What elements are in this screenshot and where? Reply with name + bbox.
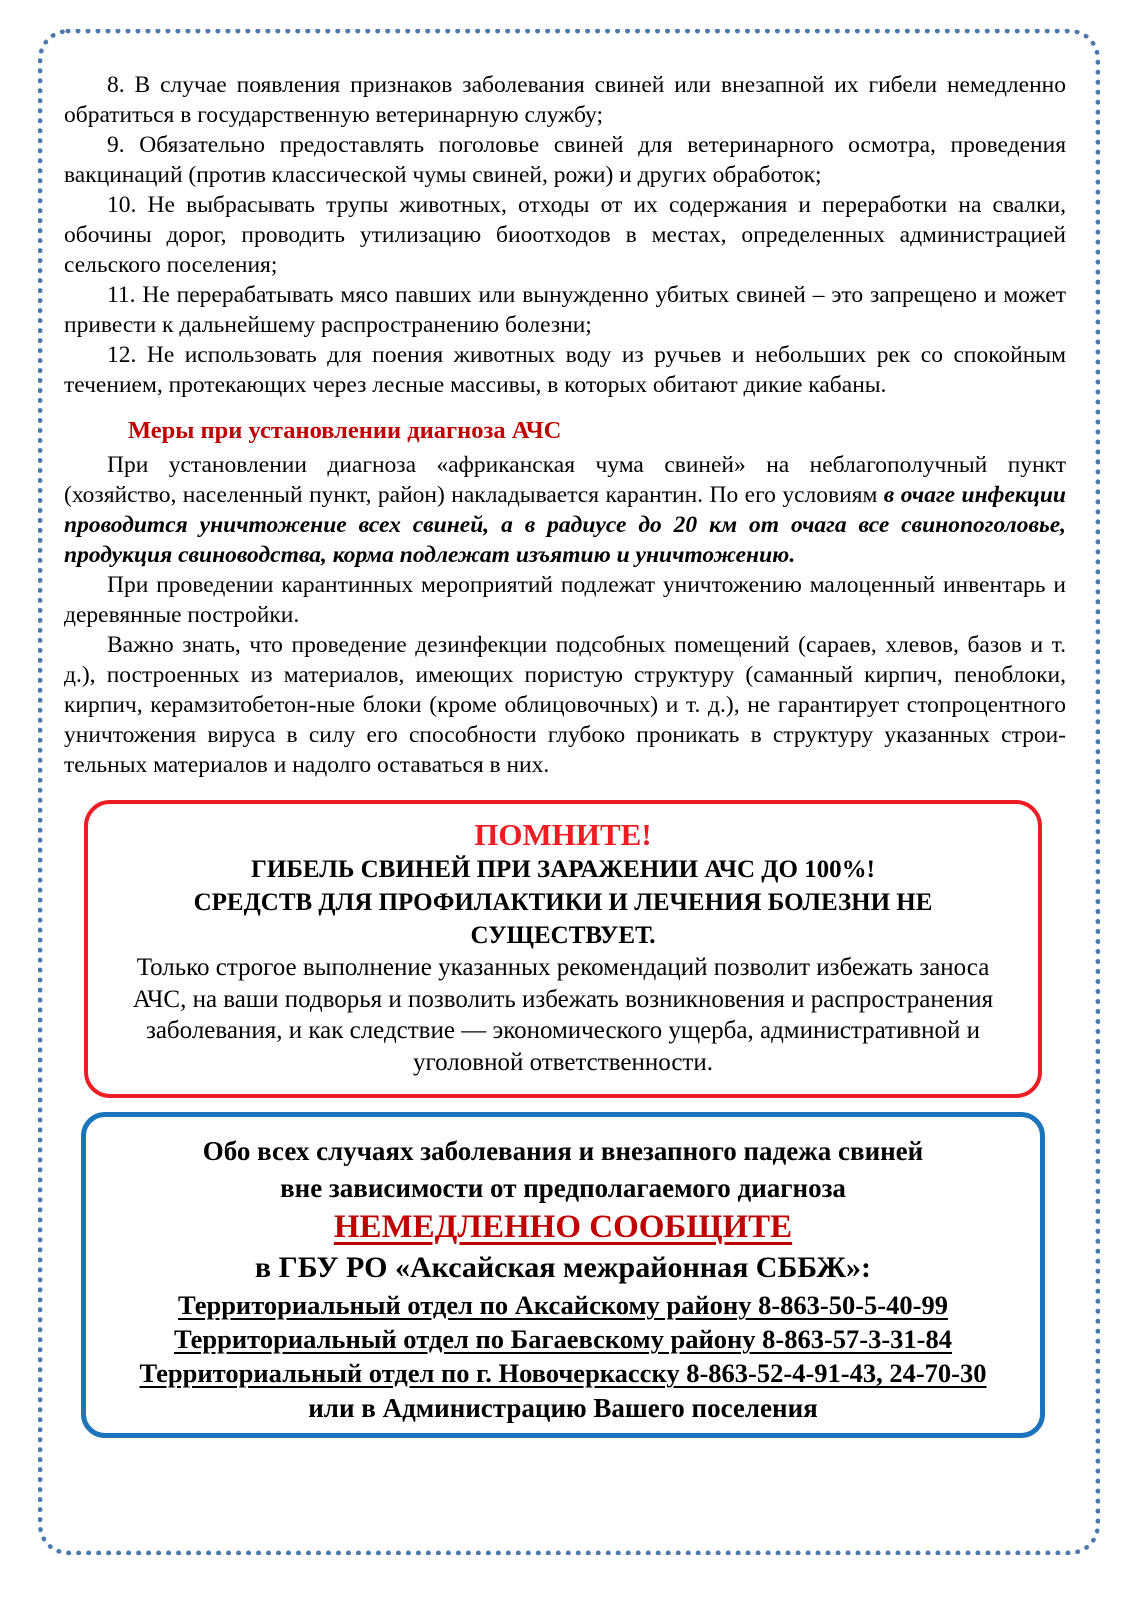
page-content — [64, 70, 1066, 1438]
section-heading-measures: Меры при установлении диагноза АЧС — [128, 417, 562, 444]
paragraph-disinfection: Важно знать, что проведение дезинфекции подсобных помещений (сараев, хлевов, базов и т. д.), построенных из материалов, имеющих пористую структуру (саманный кирпич, пеноблоки, кирпич, керамзитобетон-ные блоки (кроме облицовочных) и т. д.), не гарантирует стопроцентного уничтожения вируса в силу его способности глубоко проникать в структуру указанных строи-тельных материалов и надолго оставаться в них. — [64, 632, 1066, 778]
contact-phone-novocherkassk: Территориальный отдел по г. Новочеркасску 8-863-52-4-91-43, 24-70-30 — [139, 1358, 987, 1388]
contact-box-alert: НЕМЕДЛЕННО СООБЩИТЕ — [333, 1209, 793, 1245]
paragraph-quarantine-measures: При проведении карантинных мероприятий подлежат уничтожению малоценный инвентарь и деревянные постройки. — [64, 572, 1066, 628]
contact-box-line-2: вне зависимости от предполагаемого диагноза — [280, 1173, 846, 1203]
remember-box-strong-line-2: СРЕДСТВ ДЛЯ ПРОФИЛАКТИКИ И ЛЕЧЕНИЯ БОЛЕЗНИ НЕ СУЩЕСТВУЕТ. — [193, 889, 933, 949]
remember-box-title: ПОМНИТЕ! — [474, 817, 652, 852]
numbered-paragraph-8: 8. В случае появления признаков заболевания свиней или внезапной их гибели немедленно обратиться в государственную ветеринарную службу; — [64, 72, 1066, 128]
remember-box-body: Только строгое выполнение указанных рекомендаций позволит избежать заноса АЧС, на ваши подворья и позволить избежать возникновения и распространения заболевания, и как следствие — экономического ущерба, административной и уголовной ответственности. — [132, 954, 994, 1076]
contact-box-organization: в ГБУ РО «Аксайская межрайонная СББЖ»: — [254, 1251, 872, 1284]
numbered-paragraph-11: 11. Не перерабатывать мясо павших или вынужденно убитых свиней – это запрещено и может привести к дальнейшему распространению болезни; — [64, 282, 1066, 338]
remember-box — [84, 800, 1042, 1098]
remember-box-strong-line-1: ГИБЕЛЬ СВИНЕЙ ПРИ ЗАРАЖЕНИИ АЧС ДО 100%! — [250, 856, 876, 883]
paragraph-quarantine — [64, 450, 1066, 570]
contact-phone-bagaevsky: Территориальный отдел по Багаевскому району 8-863-57-3-31-84 — [173, 1324, 952, 1354]
contact-box — [81, 1112, 1045, 1438]
contact-phone-aksay: Территориальный отдел по Аксайскому району 8-863-50-5-40-99 — [178, 1290, 948, 1320]
paragraph-quarantine-intro: При установлении диагноза «африканская чума свиней» на неблагополучный пункт (хозяйство, населенный пункт, район) накладывается карантин. По его условиям — [64, 452, 1066, 508]
numbered-paragraph-10: 10. Не выбрасывать трупы животных, отходы от их содержания и переработки на свалки, обочины дорог, проводить утилизацию биоотходов в местах, определенных администрацией сельского поселения; — [64, 192, 1066, 278]
numbered-paragraph-12: 12. Не использовать для поения животных воду из ручьев и небольших рек со спокойным течением, протекающих через лесные массивы, в которых обитают дикие кабаны. — [64, 342, 1066, 398]
contact-box-line-1: Обо всех случаях заболевания и внезапного падежа свиней — [202, 1136, 924, 1166]
contact-box-footer: или в Администрацию Вашего поселения — [308, 1393, 818, 1423]
paragraph-quarantine-emphasis: в очаге инфекции проводится уничтожение всех свиней, а в радиусе до 20 км от очага все свинопоголовье, продукция свиноводства, корма подлежат изъятию и уничтожению. — [64, 482, 1066, 568]
numbered-paragraph-9: 9. Обязательно предоставлять поголовье свиней для ветеринарного осмотра, проведения вакцинаций (против классической чумы свиней, рожи) и других обработок; — [64, 132, 1066, 188]
